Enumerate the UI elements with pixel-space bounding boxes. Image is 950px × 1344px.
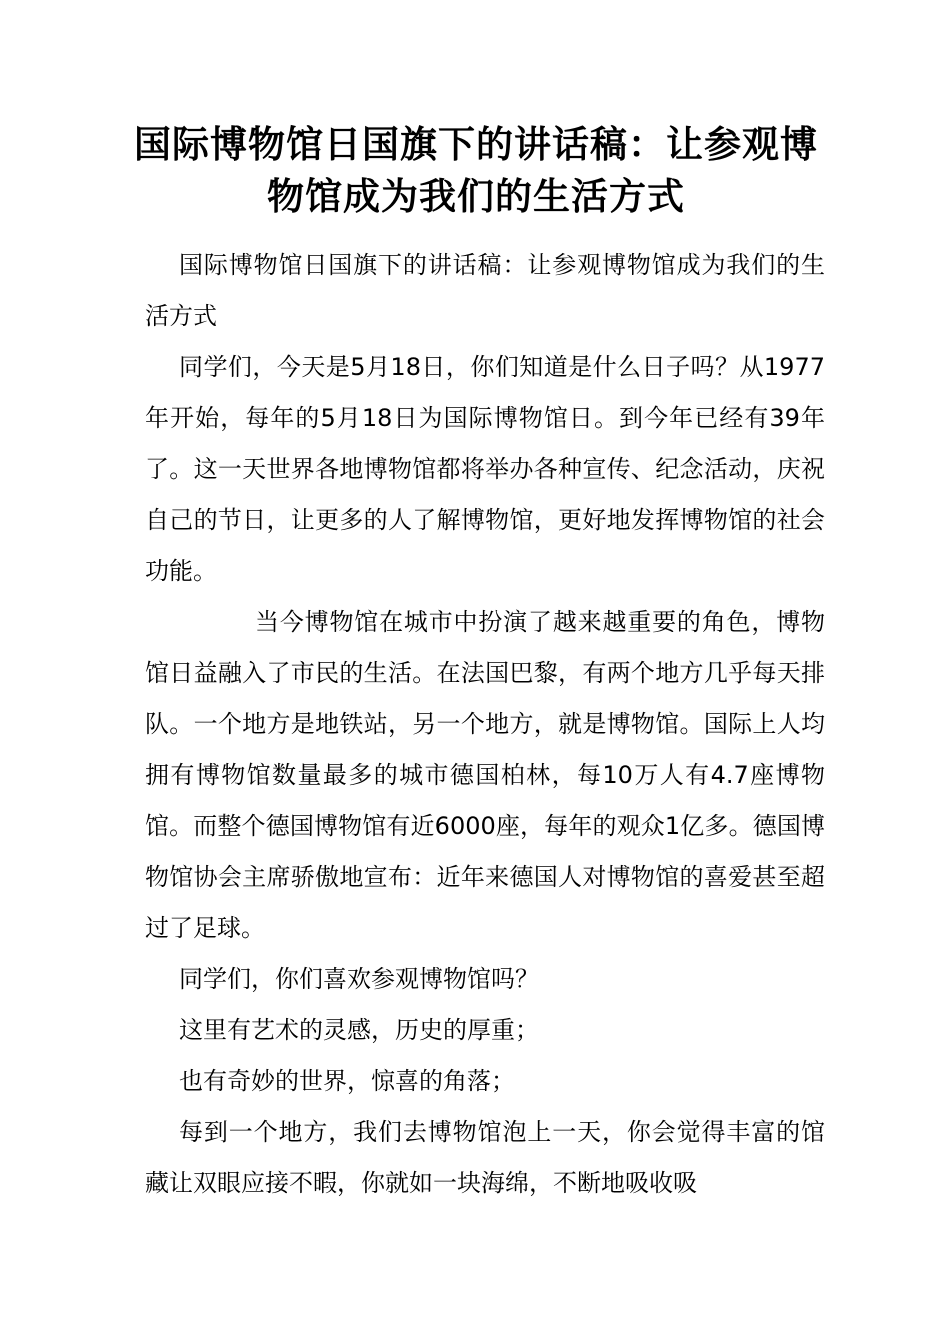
city-museums-paragraph: 当今博物馆在城市中扮演了越来越重要的角色，博物馆日益融入了市民的生活。在法国巴黎，有两个地方几乎每天排队。一个地方是地铁站，另一个地方，就是博物馆。国际上人均拥有博物馆数量最多的城市德国柏林，每10万人有4.7座博物馆。而整个德国博物馆有近6000座，每年的观众1亿多。德国博物馆协会主席骄傲地宣布：近年来德国人对博物馆的喜爱甚至超过了足球。 bbox=[145, 608, 825, 942]
museum-day-paragraph: 同学们，今天是5月18日，你们知道是什么日子吗？从1977年开始，每年的5月18日为国际博物馆日。到今年已经有39年了。这一天世界各地博物馆都将举办各种宣传、纪念活动，庆祝自己的节日，让更多的人了解博物馆，更好地发挥博物馆的社会功能。 bbox=[145, 353, 825, 585]
document-title: 国际博物馆日国旗下的讲话稿：让参观博物馆成为我们的生活方式 bbox=[134, 122, 818, 218]
visit-paragraph: 每到一个地方，我们去博物馆泡上一天，你会觉得丰富的馆藏让双眼应接不暇，你就如一块海绵，不断地吸收吸 bbox=[145, 1118, 825, 1197]
question-paragraph: 同学们，你们喜欢参观博物馆吗？ bbox=[179, 965, 539, 993]
wonder-line: 也有奇妙的世界，惊喜的角落； bbox=[179, 1067, 515, 1095]
intro-paragraph: 国际博物馆日国旗下的讲话稿：让参观博物馆成为我们的生活方式 bbox=[145, 251, 825, 330]
document-body bbox=[145, 240, 825, 1209]
art-history-line: 这里有艺术的灵感，历史的厚重； bbox=[179, 1016, 539, 1044]
